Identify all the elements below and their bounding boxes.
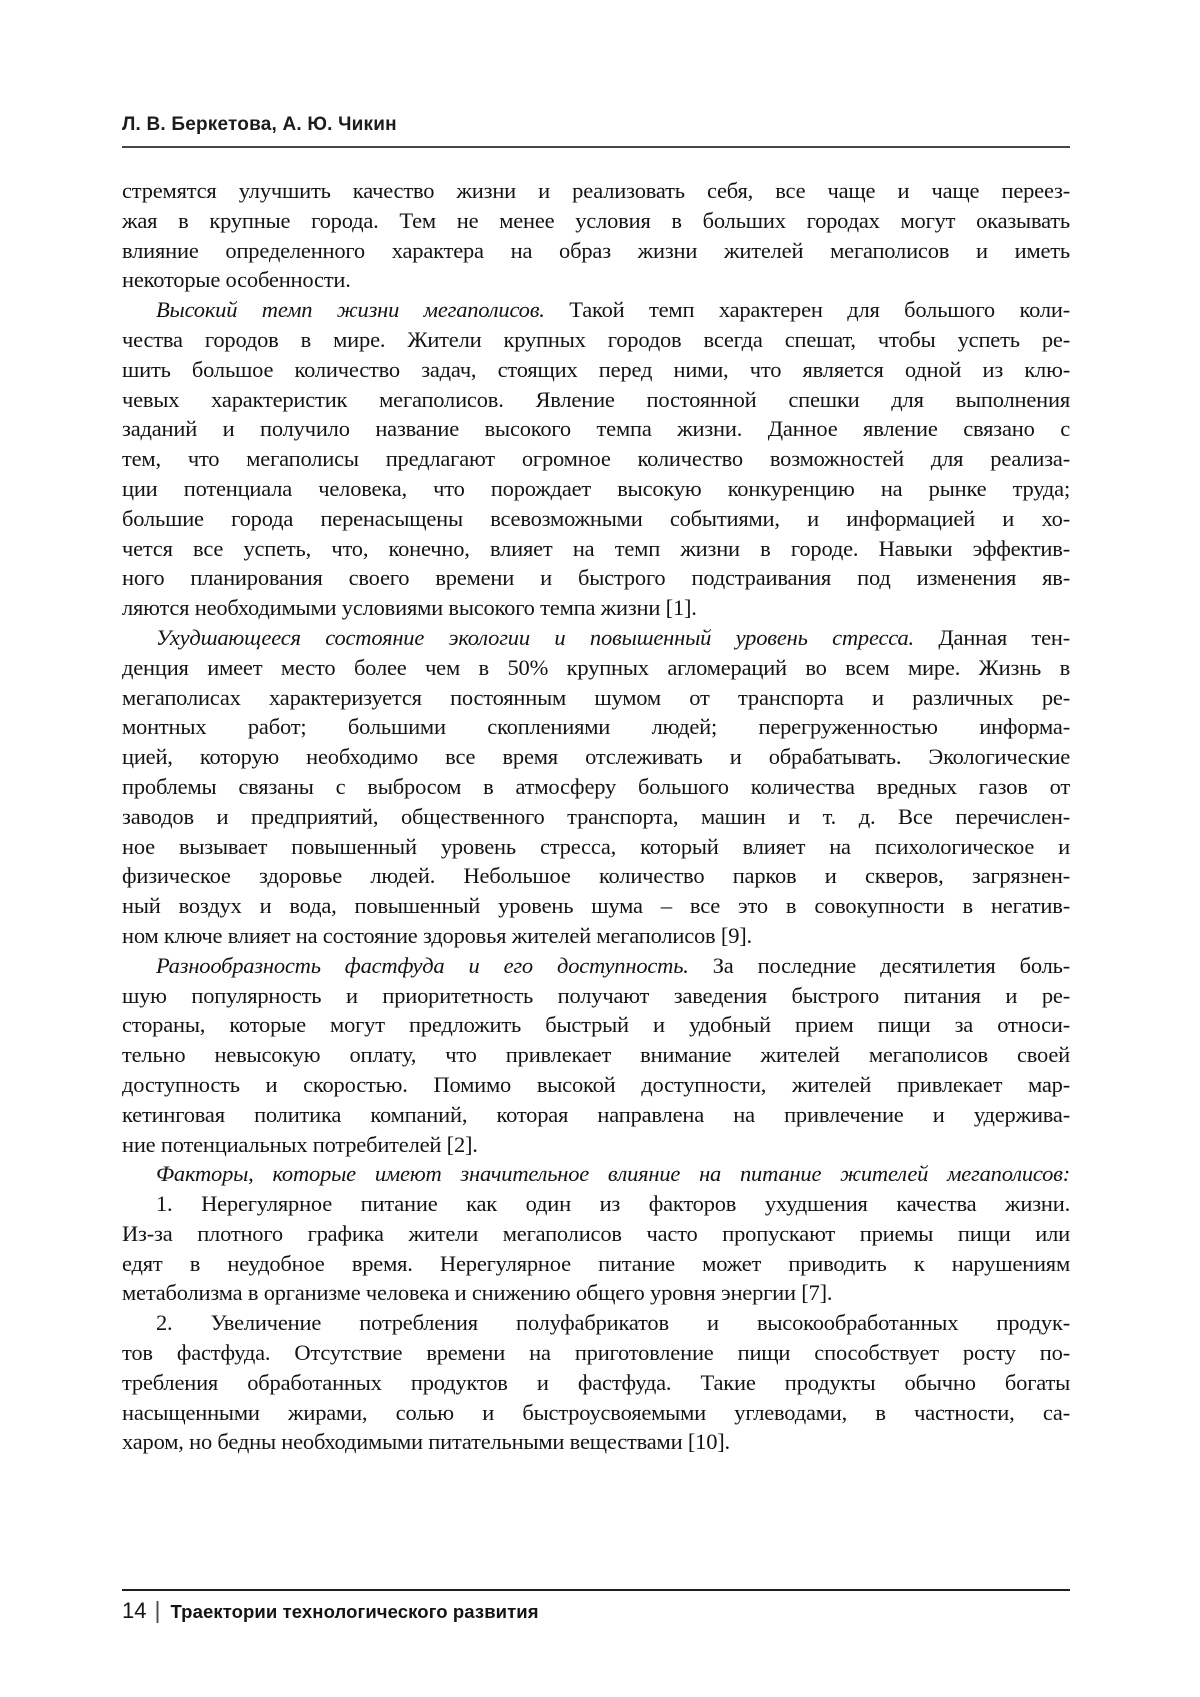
text-line xyxy=(122,355,1070,385)
running-footer xyxy=(122,1589,1070,1624)
text-line xyxy=(122,1010,1070,1040)
book-title: Траектории технологического развития xyxy=(170,1601,539,1622)
text-line xyxy=(122,891,1070,921)
text-line xyxy=(122,1100,1070,1130)
text-line xyxy=(122,981,1070,1011)
text-segment: доступность и скоростью. Помимо высокой доступности, жителей привлекает мар- xyxy=(122,1071,1070,1097)
italic-text-segment: Ухудшающееся состояние экологии и повышенный уровень стресса. xyxy=(156,624,914,650)
text-segment: 1. Нерегулярное питание как один из факторов ухудшения качества жизни. xyxy=(156,1191,1070,1217)
body-text xyxy=(122,176,1070,1457)
text-line xyxy=(122,176,1070,206)
text-line xyxy=(122,534,1070,564)
text-line xyxy=(122,683,1070,713)
text-line xyxy=(122,712,1070,742)
text-line xyxy=(122,832,1070,862)
text-segment: ное вызывает повышенный уровень стресса, который влияет на психологическое и xyxy=(122,833,1070,859)
text-line xyxy=(122,1070,1070,1100)
text-segment: тем, что мегаполисы предлагают огромное количество возможностей для реализа- xyxy=(122,446,1070,472)
text-line xyxy=(122,414,1070,444)
text-segment: Из-за плотного графика жители мегаполисов часто пропускают приемы пищи или xyxy=(122,1220,1070,1246)
italic-text-segment: Факторы, которые имеют значительное влияние на питание жителей мегаполисов: xyxy=(156,1161,1070,1187)
text-segment: кетинговая политика компаний, которая направлена на привлечение и удержива- xyxy=(122,1101,1070,1127)
text-line xyxy=(122,861,1070,891)
text-segment: жая в крупные города. Тем не менее условия в больших городах могут оказывать xyxy=(122,207,1070,233)
text-line xyxy=(122,951,1070,981)
text-line xyxy=(122,802,1070,832)
italic-text-segment: Разнообразность фастфуда и его доступность. xyxy=(156,952,689,978)
page-number: 14 xyxy=(122,1598,147,1623)
text-line xyxy=(122,921,1070,951)
text-segment: Данная тен- xyxy=(913,624,1070,650)
text-line xyxy=(122,1427,1070,1457)
text-segment: стораны, которые могут предложить быстрый и удобный прием пищи за относи- xyxy=(122,1012,1070,1038)
text-line xyxy=(122,206,1070,236)
text-line xyxy=(122,1398,1070,1428)
italic-text-segment: Высокий темп жизни мегаполисов. xyxy=(156,297,545,323)
text-segment: метаболизма в организме человека и снижению общего уровня энергии [7]. xyxy=(122,1280,833,1306)
text-segment: тов фастфуда. Отсутствие времени на приготовление пищи способствует росту по- xyxy=(122,1340,1070,1366)
text-segment: тельно невысокую оплату, что привлекает внимание жителей мегаполисов своей xyxy=(122,1042,1070,1068)
text-segment: влияние определенного характера на образ жизни жителей мегаполисов и иметь xyxy=(122,237,1070,263)
text-segment: ние потенциальных потребителей [2]. xyxy=(122,1131,478,1157)
text-line xyxy=(122,1368,1070,1398)
text-segment: физическое здоровье людей. Небольшое количество парков и скверов, загрязнен- xyxy=(122,863,1070,889)
text-line xyxy=(122,295,1070,325)
text-line xyxy=(122,444,1070,474)
text-segment: чется все успеть, что, конечно, влияет на темп жизни в городе. Навыки эффектив- xyxy=(122,535,1070,561)
text-line xyxy=(122,623,1070,653)
text-segment: чевых характеристик мегаполисов. Явление постоянной спешки для выполнения xyxy=(122,386,1070,412)
text-segment: ного планирования своего времени и быстрого подстраивания под изменения яв- xyxy=(122,565,1070,591)
text-line xyxy=(122,1308,1070,1338)
footer-separator: | xyxy=(154,1597,161,1623)
text-line xyxy=(122,1219,1070,1249)
text-segment: некоторые особенности. xyxy=(122,267,351,293)
text-segment: шую популярность и приоритетность получают заведения быстрого питания и ре- xyxy=(122,982,1070,1008)
text-line xyxy=(122,563,1070,593)
text-segment: ции потенциала человека, что порождает высокую конкуренцию на рынке труда; xyxy=(122,475,1070,501)
text-segment: Такой темп характерен для большого коли- xyxy=(544,297,1070,323)
text-segment: заданий и получило название высокого темпа жизни. Данное явление связано с xyxy=(122,416,1070,442)
text-line xyxy=(122,385,1070,415)
text-segment: мегаполисах характеризуется постоянным шумом от транспорта и различных ре- xyxy=(122,684,1070,710)
text-segment: большие города перенасыщены всевозможными событиями, и информацией и хо- xyxy=(122,505,1070,531)
text-line xyxy=(122,1189,1070,1219)
text-segment: шить большое количество задач, стоящих перед ними, что является одной из клю- xyxy=(122,356,1070,382)
text-line xyxy=(122,504,1070,534)
text-line xyxy=(122,325,1070,355)
text-segment: ляются необходимыми условиями высокого темпа жизни [1]. xyxy=(122,595,697,621)
text-segment: денция имеет место более чем в 50% крупных агломераций во всем мире. Жизнь в xyxy=(122,654,1070,680)
header-authors: Л. В. Беркетова, А. Ю. Чикин xyxy=(122,114,397,135)
text-segment: заводов и предприятий, общественного транспорта, машин и т. д. Все перечислен- xyxy=(122,803,1070,829)
text-segment: харом, но бедны необходимыми питательными веществами [10]. xyxy=(122,1429,730,1455)
text-segment: стремятся улучшить качество жизни и реализовать себя, все чаще и чаще переез- xyxy=(122,178,1070,203)
running-header xyxy=(122,114,1070,148)
text-line xyxy=(122,1159,1070,1189)
text-line xyxy=(122,1278,1070,1308)
text-line xyxy=(122,742,1070,772)
text-segment: цией, которую необходимо все время отслеживать и обрабатывать. Экологические xyxy=(122,744,1070,770)
text-segment: монтных работ; большими скоплениями людей; перегруженностью информа- xyxy=(122,714,1070,740)
text-line xyxy=(122,653,1070,683)
text-line xyxy=(122,474,1070,504)
text-line xyxy=(122,593,1070,623)
text-segment: требления обработанных продуктов и фастфуда. Такие продукты обычно богаты xyxy=(122,1369,1070,1395)
text-segment: 2. Увеличение потребления полуфабрикатов и высокообработанных продук- xyxy=(156,1310,1070,1336)
text-segment: проблемы связаны с выбросом в атмосферу большого количества вредных газов от xyxy=(122,773,1070,799)
text-segment: чества городов в мире. Жители крупных городов всегда спешат, чтобы успеть ре- xyxy=(122,326,1070,352)
text-line xyxy=(122,236,1070,266)
text-segment: За последние десятилетия боль- xyxy=(688,952,1070,978)
text-segment: ный воздух и вода, повышенный уровень шума – все это в совокупности в негатив- xyxy=(122,893,1070,919)
text-segment: едят в неудобное время. Нерегулярное питание может приводить к нарушениям xyxy=(122,1250,1070,1276)
text-line xyxy=(122,1249,1070,1279)
text-line xyxy=(122,1130,1070,1160)
text-line xyxy=(122,1040,1070,1070)
text-segment: ном ключе влияет на состояние здоровья жителей мегаполисов [9]. xyxy=(122,922,752,948)
text-line xyxy=(122,772,1070,802)
text-line xyxy=(122,265,1070,295)
text-segment: насыщенными жирами, солью и быстроусвояемыми углеводами, в частности, са- xyxy=(122,1399,1070,1425)
text-line xyxy=(122,1338,1070,1368)
